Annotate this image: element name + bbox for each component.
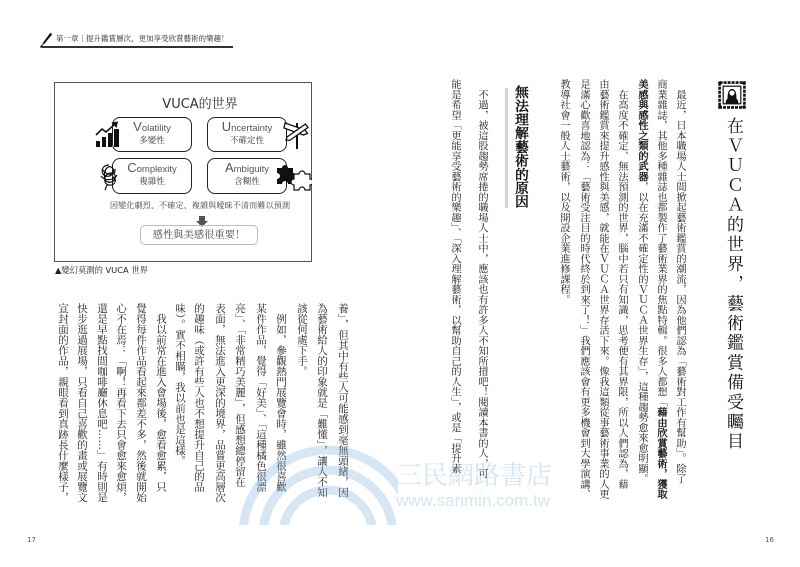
chapter-header: 第一章｜提升鑑賞層次，更加享受欣賞藝術的樂趣！ [56, 34, 229, 43]
left-column: 心不在焉：「啊！再看下去只會愈來愈煩， [115, 303, 127, 503]
portrait-frame-icon [718, 81, 746, 113]
left-column: 宣封面的作品，親眼看到真跡長什麼樣子， [57, 303, 69, 503]
quadrant-chinese: 含糊性 [234, 177, 260, 187]
right-column [597, 79, 609, 499]
watermark-name: 三民網路書店 [396, 461, 553, 491]
quadrant-word: ncertainty [231, 123, 273, 134]
quadrant-initial: U [221, 119, 232, 134]
page-number-left: 17 [27, 536, 36, 544]
left-column: 某件作品，覺得「好美」、「這種橘色很漂 [255, 303, 267, 492]
column-text: 是滿心歡喜地認為：「藝術受注目的時代終於到來了！」我們應該會有更多機會到大學演講、 [578, 79, 590, 500]
watermark-logo-icon [228, 425, 398, 529]
quadrant-complexity [112, 158, 192, 194]
right-column [578, 79, 590, 499]
right-column [636, 79, 648, 484]
left-column: 該從何處下手。 [296, 303, 308, 377]
column-text: 由藝術鑑賞來提升感性與美感，就能在ＶＵＣＡ世界存活下來。像我這類從事藝術事業的人更 [597, 79, 609, 500]
subheading: 無法理解藝術的原因 [512, 85, 528, 209]
header-rule [42, 46, 233, 48]
left-column: 味）。實不相瞞，我以前也是這樣。 [174, 303, 186, 466]
right-column: 能是希望「更能享受藝術的樂趣」、「深入理解藝術，以幫助自己的人生」，或是「提升素 [449, 79, 461, 474]
quadrant-word: mbiguity [233, 164, 270, 175]
quadrant-english [113, 121, 191, 135]
left-column: 養」，但其中有些人可能感到毫無頭緒，因 [337, 303, 349, 498]
signpost-icon [283, 119, 309, 154]
emphasis-text: 美感與感性之類的武器 [636, 79, 648, 182]
pen-icon [40, 33, 52, 52]
quadrant-initial: C [127, 160, 137, 175]
puzzle-icon [275, 163, 312, 196]
column-text: ，以在充滿不確定性的ＶＵＣＡ世界生存」，這種趨勢愈來愈明顯。 [636, 181, 648, 484]
column-text: 在高度不確定、無法預測的世界，腦中若只有知識，思考便有其界限，所以人們認為，藉 [616, 79, 628, 489]
diagram-conclusion: 感性與美感很重要！ [140, 225, 258, 245]
right-column: 不過，被這股趨勢席捲的職場人士中，應該也有許多人不知所措吧！閱讀本書的人，可 [476, 79, 488, 479]
left-column: 的趣味（或許有些人也不想提升自己的品 [193, 303, 205, 492]
bar-chart-icon [95, 121, 121, 152]
diagram-explanation: 因變化劇烈、不確定、複雜與曖昧不清而難以預測 [109, 200, 291, 210]
left-column: 表面，無法進入更深的境界，品嘗更高層次 [214, 303, 226, 503]
tangle-icon [98, 162, 120, 195]
page-number-right: 16 [765, 536, 774, 544]
left-column: 亮」、「非常精巧美麗」，但感想總停留在 [234, 303, 246, 487]
quadrant-chinese: 多變性 [139, 136, 165, 146]
quadrant-word: omplexity [136, 164, 177, 175]
diagram-caption: ▲變幻莫測的 VUCA 世界 [55, 265, 148, 275]
right-column [616, 79, 628, 489]
subheading-bar [505, 88, 508, 208]
left-column: 覺得每件作品看起來都差不多，然後就開始 [135, 303, 147, 503]
left-column: 例如，參觀熱門展覽會時，雖然很喜歡 [275, 303, 287, 492]
right-column [558, 79, 570, 305]
quadrant-chinese: 複雜性 [139, 177, 165, 187]
right-column [655, 79, 667, 499]
quadrant-uncertainty [207, 117, 287, 152]
quadrant-english [113, 162, 191, 176]
quadrant-volatility [112, 117, 192, 152]
left-column: 快步逛過展場，只看自己喜歡的畫或展覽文 [76, 303, 88, 503]
column-text: 最近，日本職場人士間掀起藝術鑑賞的潮流，因為他們認為「藝術對工作有幫助」。除了 [674, 79, 686, 484]
quadrant-initial: A [224, 160, 234, 175]
left-column: 還是早點找間咖啡廳休息吧……」有時則是 [96, 303, 108, 503]
left-column: 我以前常在進入會場後，愈看愈累，只 [155, 303, 167, 492]
quadrant-word: olatility [141, 123, 171, 134]
quadrant-chinese: 不確定性 [229, 136, 264, 146]
diagram-title: VUCA的世界 [162, 97, 238, 112]
column-text: 商業雜誌，其他多種雜誌也都製作了藝術業界的焦點特輯。很多人都想「 [655, 79, 667, 407]
quadrant-english [208, 121, 286, 135]
emphasis-text: 藉由欣賞藝術，獲取 [655, 407, 667, 500]
column-text: 教導社會一般人士藝術，以及開設企業進修課程。 [558, 79, 570, 305]
left-column: 為藝術給人的印象就是「難懂」，讓人不知 [316, 303, 328, 498]
quadrant-initial: V [133, 119, 142, 134]
section-title: 在ＶＵＣＡ的世界，藝術鑑賞備受矚目 [723, 117, 743, 452]
right-column [674, 79, 686, 484]
watermark-url: www.sanmin.com.tw [396, 491, 550, 510]
